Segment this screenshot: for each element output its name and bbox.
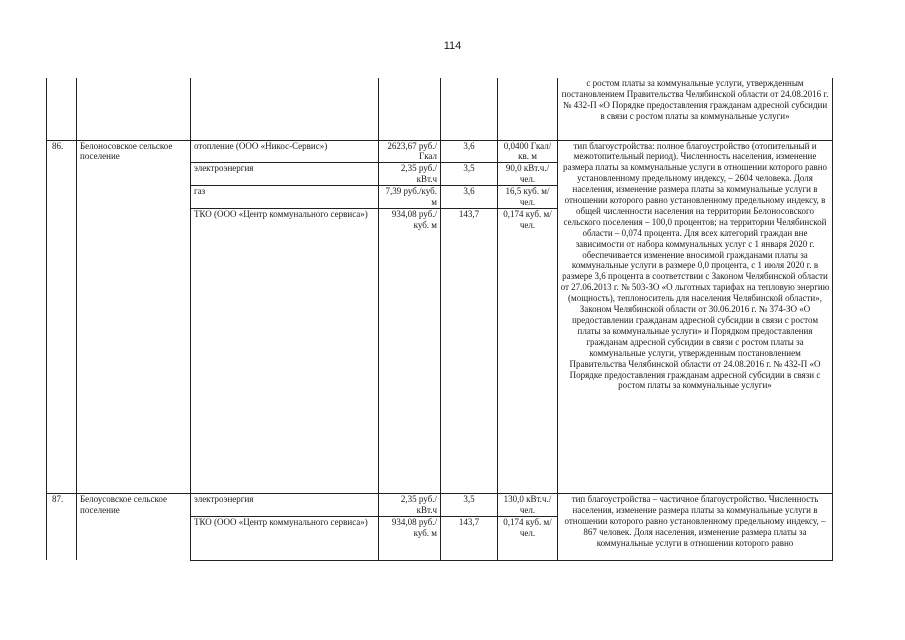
norm-value: 0,0400 Гкал/кв. м: [498, 140, 558, 163]
tariff-value: 2623,67 руб./Гкал: [379, 140, 441, 163]
continuation-norm-cell: [498, 78, 558, 140]
norm-value: 0,174 куб. м/чел.: [498, 516, 558, 560]
table-row: [47, 493, 833, 516]
norm-value: 130,0 кВт.ч./чел.: [498, 493, 558, 516]
row-number: 86.: [47, 140, 77, 493]
norm-value: 16,5 куб. м/чел.: [498, 186, 558, 209]
tariff-value: 2,35 руб./кВт.ч: [379, 163, 441, 186]
service-name: электроэнергия: [191, 163, 379, 186]
tariff-value: 2,35 руб./кВт.ч: [379, 493, 441, 516]
continuation-tariff-cell: [379, 78, 441, 140]
service-name: ТКО (ООО «Центр коммунального сервиса»): [191, 516, 379, 560]
service-name: отопление (ООО «Никос-Сервис»): [191, 140, 379, 163]
percent-value: 3,6: [441, 186, 498, 209]
norm-value: 90,0 кВт.ч./чел.: [498, 163, 558, 186]
service-name: электроэнергия: [191, 493, 379, 516]
service-name: газ: [191, 186, 379, 209]
tariff-value: 7,39 руб./куб. м: [379, 186, 441, 209]
norm-value: 0,174 куб. м/чел.: [498, 208, 558, 493]
percent-value: 143,7: [441, 516, 498, 560]
continuation-row: [47, 78, 833, 140]
percent-value: 3,5: [441, 493, 498, 516]
tariff-value: 934,08 руб./куб. м: [379, 516, 441, 560]
settlement-name: Белоусовское сельское поселение: [77, 493, 191, 560]
page-number: 114: [443, 40, 462, 52]
percent-value: 3,5: [441, 163, 498, 186]
service-name: ТКО (ООО «Центр коммунального сервиса»): [191, 208, 379, 493]
continuation-number-cell: [47, 78, 77, 140]
continuation-settlement-cell: [77, 78, 191, 140]
tariff-table: [46, 78, 833, 561]
continuation-note-cell: с ростом платы за коммунальные услуги, утвержденным постановлением Правительства Челябинской области от 24.08.2016 г. № 432-П «О Порядке предоставления гражданам адресной субсидии в связи с ростом платы за коммунальные услуги»: [558, 78, 833, 140]
continuation-percent-cell: [441, 78, 498, 140]
percent-value: 3,6: [441, 140, 498, 163]
settlement-note: тип благоустройства: полное благоустройство (отопительный и межотопительный период). Численность населения, изменение размера платы за коммунальные услуги в отношении которого равно установленному предельному индексу, – 2604 человека. Доля населения, изменение размера платы за коммунальные услуги в отношении которого равно установленному предельному индексу, в общей численности населения на территории Белоносовского сельского поселения – 100,0 процентов; на территории Челябинской области – 0,074 процента. Для всех категорий граждан вне зависимости от набора коммунальных услуг с 1 января 2020 г. обеспечивается изменение вносимой гражданами платы за коммунальные услуги в размере 0,0 процента, с 1 июля 2020 г. в размере 3,6 процента в соответствии с Законом Челябинской области от 27.06.2013 г. № 503-ЗО «О льготных тарифах на тепловую энергию (мощность), теплоноситель для населения Челябинской области», Законом Челябинской области от 30.06.2016 г. № 374-ЗО «О предоставлении гражданам адресной субсидии в связи с ростом платы за коммунальные услуги» и Порядком предоставления гражданам адресной субсидии в связи с ростом платы за коммунальные услуги, утвержденным постановлением Правительства Челябинской области от 24.08.2016 г. № 432-П «О Порядке предоставления гражданам адресной субсидии в связи с ростом платы за коммунальные услуги»: [558, 140, 833, 493]
continuation-service-cell: [191, 78, 379, 140]
settlement-note: тип благоустройства – частичное благоустройство. Численность населения, изменение размера платы за коммунальные услуги в отношении которого равно установленному предельному индексу, – 867 человек. Доля населения, изменение размера платы за коммунальные услуги в отношении которого равно: [558, 493, 833, 560]
table-row: [47, 140, 833, 163]
settlement-name: Белоносовское сельское поселение: [77, 140, 191, 493]
percent-value: 143,7: [441, 208, 498, 493]
tariff-value: 934,08 руб./куб. м: [379, 208, 441, 493]
row-number: 87.: [47, 493, 77, 560]
